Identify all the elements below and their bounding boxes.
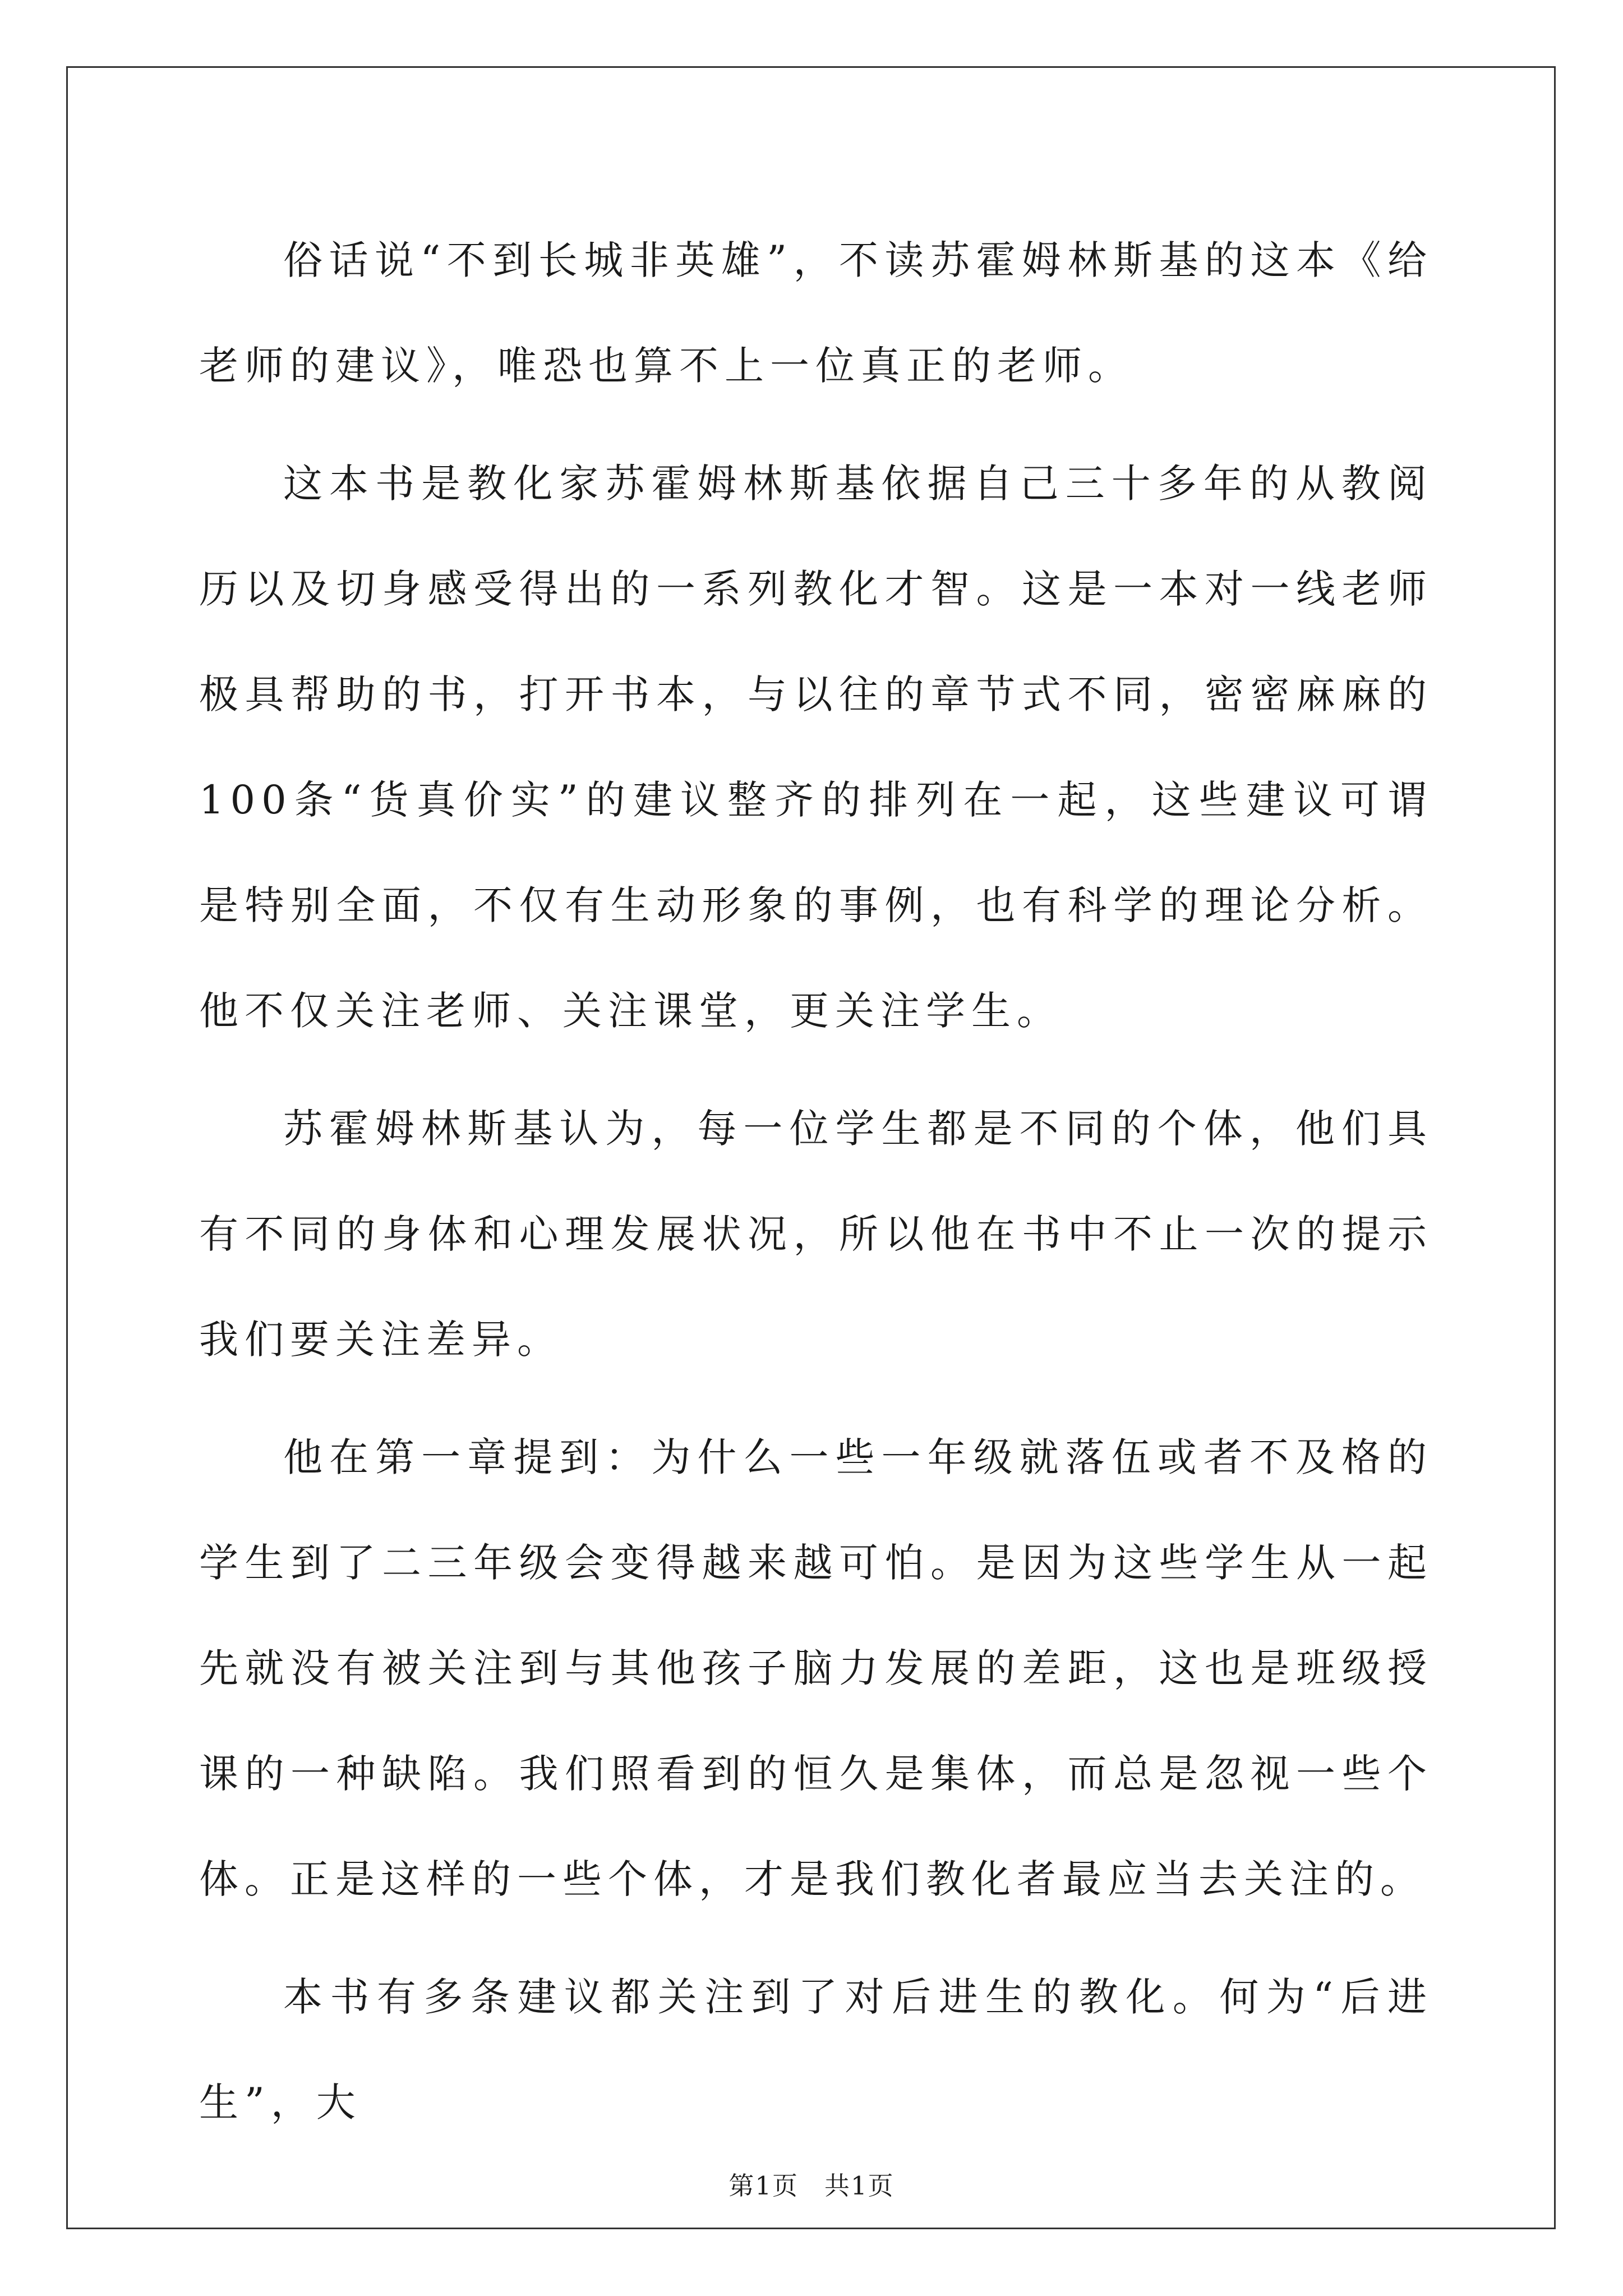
paragraph: 本书有多条建议都关注到了对后进生的教化。何为“后进生”，大 [199,1974,1433,2125]
page-footer [0,2165,1623,2202]
page-number-current: 第1页 [728,2171,799,2201]
page-number-total: 共1页 [824,2171,895,2201]
paragraph: 苏霍姆林斯基认为，每一位学生都是不同的个体，他们具有不同的身体和心理发展状况，所以他在书中不止一次的提示我们要关注差异。 [199,1106,1433,1363]
paragraph: 这本书是教化家苏霍姆林斯基依据自己三十多年的从教阅历以及切身感受得出的一系列教化才智。这是一本对一线老师极具帮助的书，打开书本，与以往的章节式不同，密密麻麻的100条“货真价实”的建议整齐的排列在一起，这些建议可谓是特别全面，不仅有生动形象的事例，也有科学的理论分析。他不仅关注老师、关注课堂，更关注学生。 [199,461,1433,1034]
paragraph: 俗话说“不到长城非英雄”，不读苏霍姆林斯基的这本《给老师的建议》，唯恐也算不上一位真正的老师。 [199,237,1433,389]
document-body [199,208,1433,2155]
paragraph: 他在第一章提到：为什么一些一年级就落伍或者不及格的学生到了二三年级会变得越来越可怕。是因为这些学生从一起先就没有被关注到与其他孩子脑力发展的差距，这也是班级授课的一种缺陷。我们照看到的恒久是集体，而总是忽视一些个体。正是这样的一些个体，才是我们教化者最应当去关注的。 [199,1434,1433,1902]
